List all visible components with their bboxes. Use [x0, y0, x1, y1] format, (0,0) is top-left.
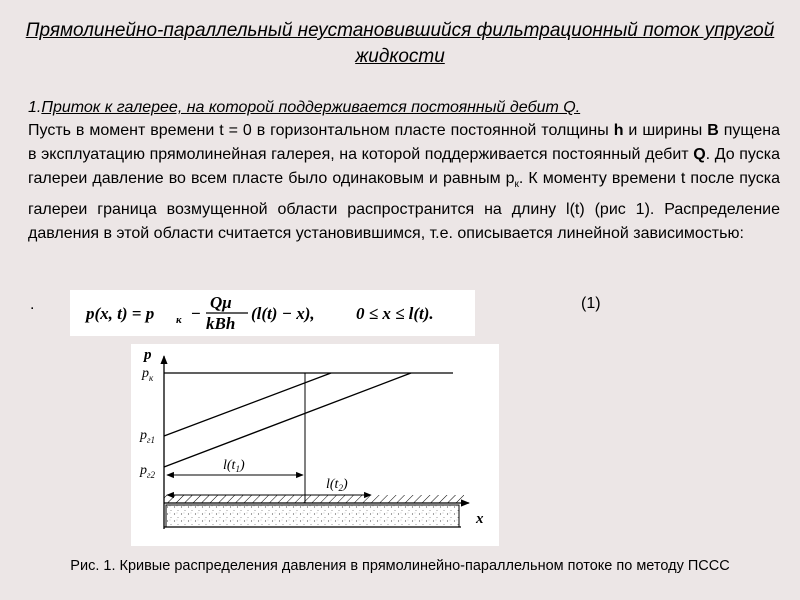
- formula-numerator: Qμ: [210, 293, 232, 312]
- figure-caption: Рис. 1. Кривые распределения давления в прямолинейно-параллельном потоке по методу ПССС: [70, 558, 730, 574]
- formula-lhs: p(x, t) = p: [86, 304, 155, 323]
- figure: [131, 344, 499, 546]
- subscript-k: к: [514, 179, 519, 191]
- paragraph-part: и ширины: [623, 122, 708, 139]
- formula-svg: [70, 290, 475, 336]
- paragraph-part: . К моменту времени t после пуска галереи граница возмущенной области распространится на длину l(t) (рис 1). Распределение давления в этой области считается установившимся, т.е. описывается линейной зависимостью:: [28, 170, 780, 242]
- symbol-Q: Q: [693, 146, 706, 164]
- paragraph-part: пущена в эксплуатацию прямолинейная галерея, на которой поддерживается постоянный дебит: [28, 122, 780, 164]
- body-paragraph: [28, 119, 780, 246]
- symbol-B: B: [707, 122, 719, 139]
- label-l-t1: $l(t_1)$: [223, 458, 245, 474]
- formula-minus: −: [191, 304, 201, 323]
- formula-tail: (l(t) − x),: [251, 304, 315, 323]
- section-number: 1.: [28, 99, 42, 116]
- x-axis-label: x: [476, 511, 484, 527]
- label-l-t2: $l(t_2)$: [326, 477, 348, 493]
- stratum-layer: [166, 505, 459, 527]
- formula: [70, 290, 475, 336]
- ground-hatch-top: [164, 495, 464, 503]
- symbol-h: h: [613, 122, 624, 139]
- section-heading-text: Приток к галерее, на которой поддерживается постоянный дебит Q.: [41, 99, 581, 116]
- formula-lhs-sub: к: [176, 314, 182, 326]
- paragraph-part: . До пуска галереи давление во всем пласте было одинаковым и равным р: [28, 146, 781, 188]
- label-pr1: $p_{г1}$: [140, 428, 156, 445]
- pressure-line-t2: [164, 373, 411, 467]
- label-pr2: $p_{г2}$: [140, 463, 156, 480]
- y-axis-label: p: [144, 347, 152, 363]
- equation-number: (1): [581, 295, 601, 312]
- label-pk: $p_к$: [142, 366, 154, 383]
- bullet-dot: .: [30, 296, 35, 313]
- figure-svg: [131, 344, 499, 546]
- section-heading: [28, 97, 788, 119]
- pressure-line-t1: [164, 373, 331, 436]
- page-title: Прямолинейно-параллельный неустановившийся фильтрационный поток упругой жидкости: [25, 20, 775, 67]
- formula-condition: 0 ≤ x ≤ l(t).: [356, 304, 434, 323]
- formula-denominator: kBh: [206, 314, 236, 333]
- paragraph-part: Пусть в момент времени t = 0 в горизонтальном пласте постоянной толщины: [28, 122, 614, 139]
